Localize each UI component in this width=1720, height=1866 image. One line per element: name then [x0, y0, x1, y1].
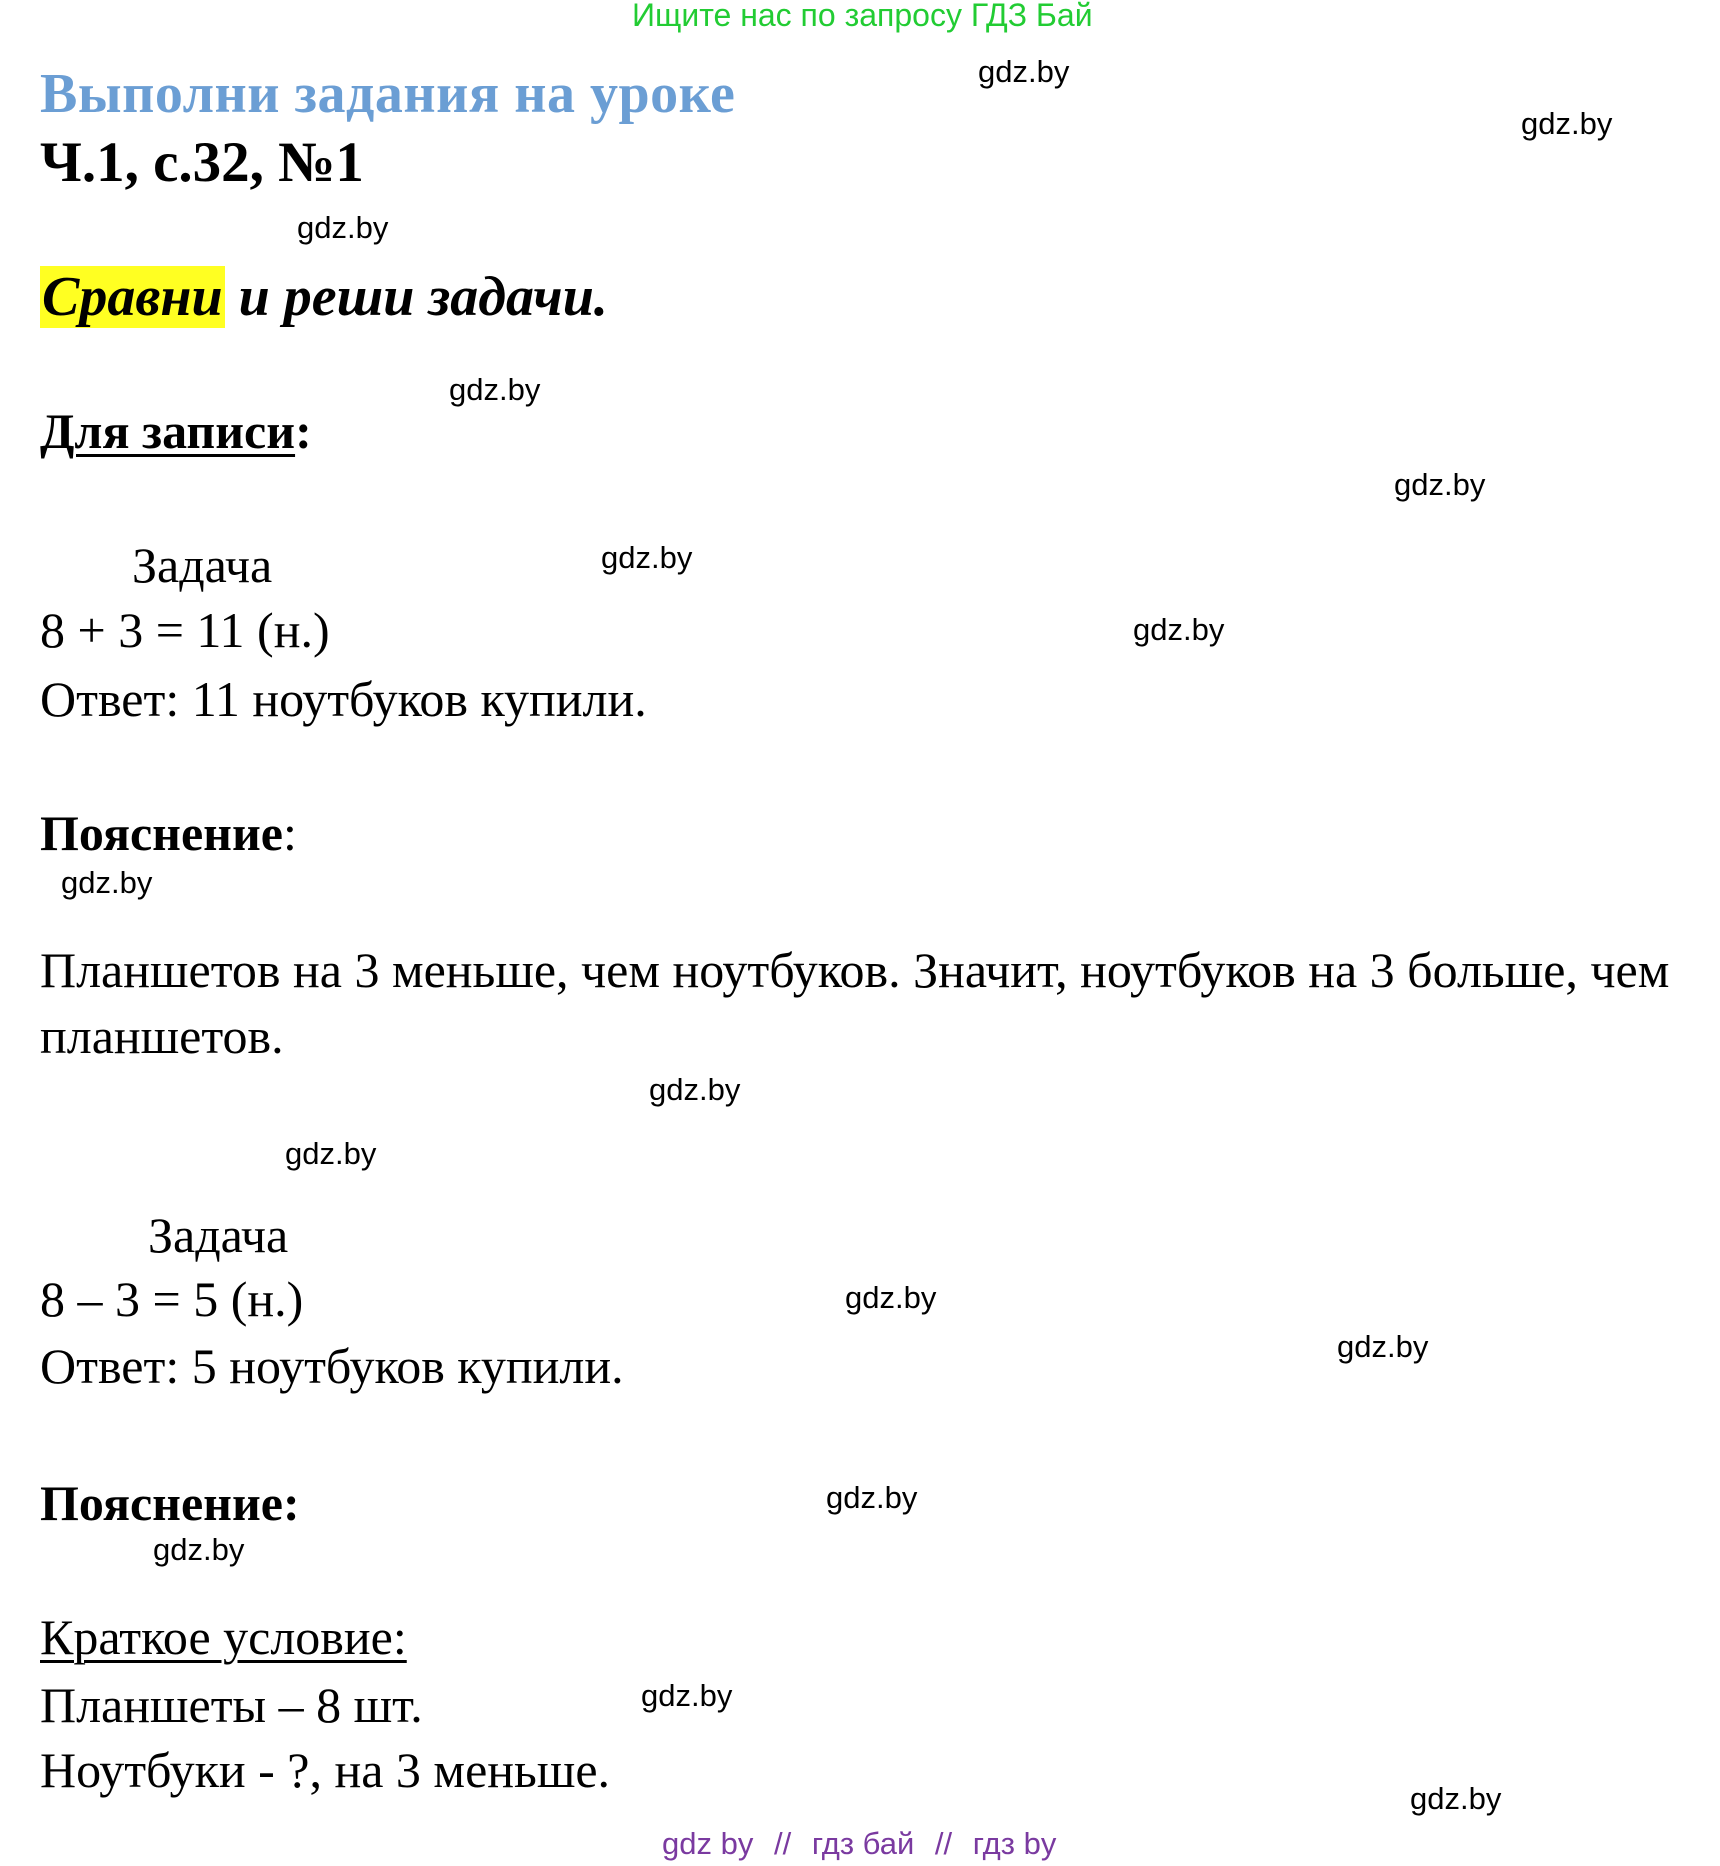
record-label-text: Для записи	[40, 403, 296, 459]
problem2-equation: 8 – 3 = 5 (н.)	[40, 1271, 304, 1327]
watermark: gdz.by	[826, 1480, 918, 1515]
explanation1-label	[40, 804, 297, 862]
problem2-heading: Задача	[148, 1207, 289, 1263]
problem1-equation: 8 + 3 = 11 (н.)	[40, 602, 330, 658]
page-title: Выполни задания на уроке	[40, 63, 736, 125]
watermark: gdz.by	[649, 1072, 741, 1107]
watermark: gdz.by	[1410, 1781, 1502, 1816]
footer-link-gdz-bai[interactable]: гдз бай	[811, 1826, 915, 1861]
explanation2-label: Пояснение:	[40, 1475, 300, 1531]
footer-link-gdz-by[interactable]: gdz by	[662, 1826, 754, 1861]
condition-label: Краткое условие:	[40, 1609, 407, 1665]
explanation1-colon: :	[283, 805, 297, 861]
watermark: gdz.by	[61, 865, 153, 900]
watermark: gdz.by	[449, 372, 541, 407]
record-label	[40, 402, 312, 460]
watermark: gdz.by	[1394, 467, 1486, 502]
condition-line1: Планшеты – 8 шт.	[40, 1677, 423, 1733]
problem2-answer: Ответ: 5 ноутбуков купили.	[40, 1338, 624, 1394]
problem1-heading: Задача	[132, 537, 273, 593]
watermark: gdz.by	[601, 540, 693, 575]
watermark: gdz.by	[1521, 106, 1613, 141]
search-banner: Ищите нас по запросу ГДЗ Бай	[632, 0, 1093, 33]
explanation1-text: Планшетов на 3 меньше, чем ноутбуков. Значит, ноутбуков на 3 больше, чем планшетов.	[40, 942, 1670, 1064]
condition-line2: Ноутбуки - ?, на 3 меньше.	[40, 1742, 611, 1798]
page-subtitle: Ч.1, с.32, №1	[40, 131, 364, 194]
watermark: gdz.by	[978, 54, 1070, 89]
watermark: gdz.by	[1133, 612, 1225, 647]
footer-links	[662, 1826, 1056, 1862]
footer-separator: //	[934, 1826, 953, 1861]
explanation1-label-text: Пояснение	[40, 805, 283, 861]
footer-link-gdz-by-cyr[interactable]: гдз by	[972, 1826, 1057, 1861]
task-highlight: Сравни	[42, 266, 223, 328]
watermark: gdz.by	[641, 1678, 733, 1713]
watermark: gdz.by	[1337, 1329, 1429, 1364]
problem1-answer: Ответ: 11 ноутбуков купили.	[40, 671, 647, 727]
watermark: gdz.by	[297, 210, 389, 245]
task-rest: и реши задачи.	[224, 266, 608, 328]
record-label-colon: :	[295, 403, 312, 459]
footer-separator: //	[773, 1826, 792, 1861]
watermark: gdz.by	[845, 1280, 937, 1315]
watermark: gdz.by	[153, 1532, 245, 1567]
task-instruction	[40, 265, 608, 329]
watermark: gdz.by	[285, 1136, 377, 1171]
